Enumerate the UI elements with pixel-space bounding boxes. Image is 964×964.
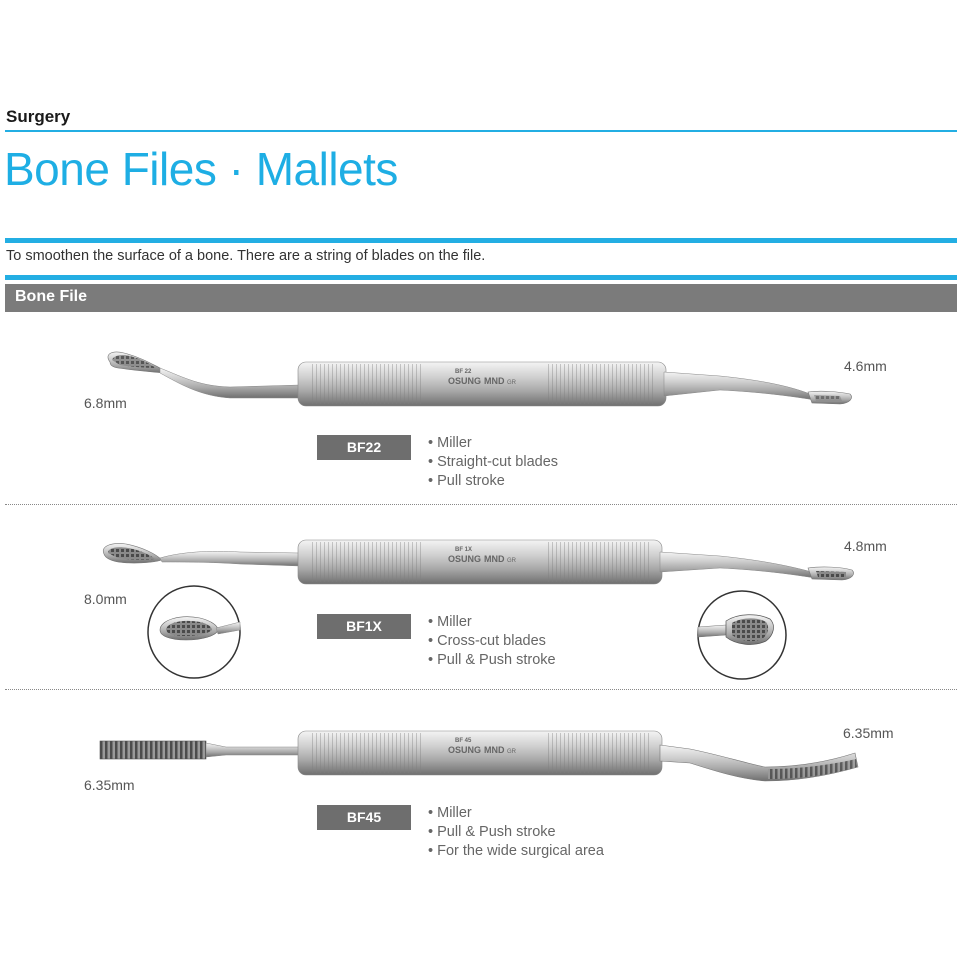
svg-text:MND: MND: [484, 745, 505, 755]
feature-item: • For the wide surgical area: [428, 842, 604, 861]
dimension-right: 4.8mm: [844, 538, 887, 554]
dimension-left: 8.0mm: [84, 591, 127, 607]
subheader-bar: [5, 284, 957, 312]
feature-item: • Straight-cut blades: [428, 453, 558, 472]
svg-text:BF 22: BF 22: [455, 369, 472, 375]
description-divider: [5, 275, 957, 280]
subheader-title: Bone File: [15, 288, 88, 305]
page-description: To smoothen the surface of a bone. There are a string of blades on the file.: [6, 248, 486, 264]
svg-text:MND: MND: [484, 376, 505, 386]
feature-list: [428, 613, 556, 670]
product-code-badge: BF22: [317, 435, 411, 460]
bone-file-bf1x-image: [0, 528, 964, 588]
feature-item: • Miller: [428, 613, 556, 632]
feature-item: • Pull & Push stroke: [428, 823, 604, 842]
dimension-right: 4.6mm: [844, 358, 887, 374]
title-divider: [5, 238, 957, 243]
svg-text:GR: GR: [507, 380, 516, 386]
feature-item: • Cross-cut blades: [428, 632, 556, 651]
svg-text:MND: MND: [484, 554, 505, 564]
bone-file-bf22-image: [0, 340, 964, 430]
dimension-left: 6.35mm: [84, 777, 135, 793]
section-label: Surgery: [6, 107, 71, 126]
header-divider: [5, 130, 957, 132]
dimension-right: 6.35mm: [843, 725, 894, 741]
product-code-badge: BF1X: [317, 614, 411, 639]
product-separator: [5, 504, 957, 505]
dimension-left: 6.8mm: [84, 395, 127, 411]
detail-magnifier-left: [146, 584, 242, 680]
svg-text:GR: GR: [507, 749, 516, 755]
svg-text:GR: GR: [507, 558, 516, 564]
feature-item: • Miller: [428, 804, 604, 823]
svg-text:OSUNG: OSUNG: [448, 745, 482, 755]
feature-list: [428, 804, 604, 861]
product-code-badge: BF45: [317, 805, 411, 830]
product-separator: [5, 689, 957, 690]
bone-file-bf45-image: [0, 725, 964, 785]
feature-list: [428, 434, 558, 491]
detail-magnifier-right: [696, 589, 788, 681]
feature-item: • Pull stroke: [428, 472, 558, 491]
feature-item: • Pull & Push stroke: [428, 651, 556, 670]
svg-text:OSUNG: OSUNG: [448, 554, 482, 564]
page-title: Bone Files · Mallets: [4, 143, 398, 195]
svg-text:BF 45: BF 45: [455, 738, 472, 744]
svg-text:BF 1X: BF 1X: [455, 547, 473, 553]
feature-item: • Miller: [428, 434, 558, 453]
svg-text:OSUNG: OSUNG: [448, 376, 482, 386]
